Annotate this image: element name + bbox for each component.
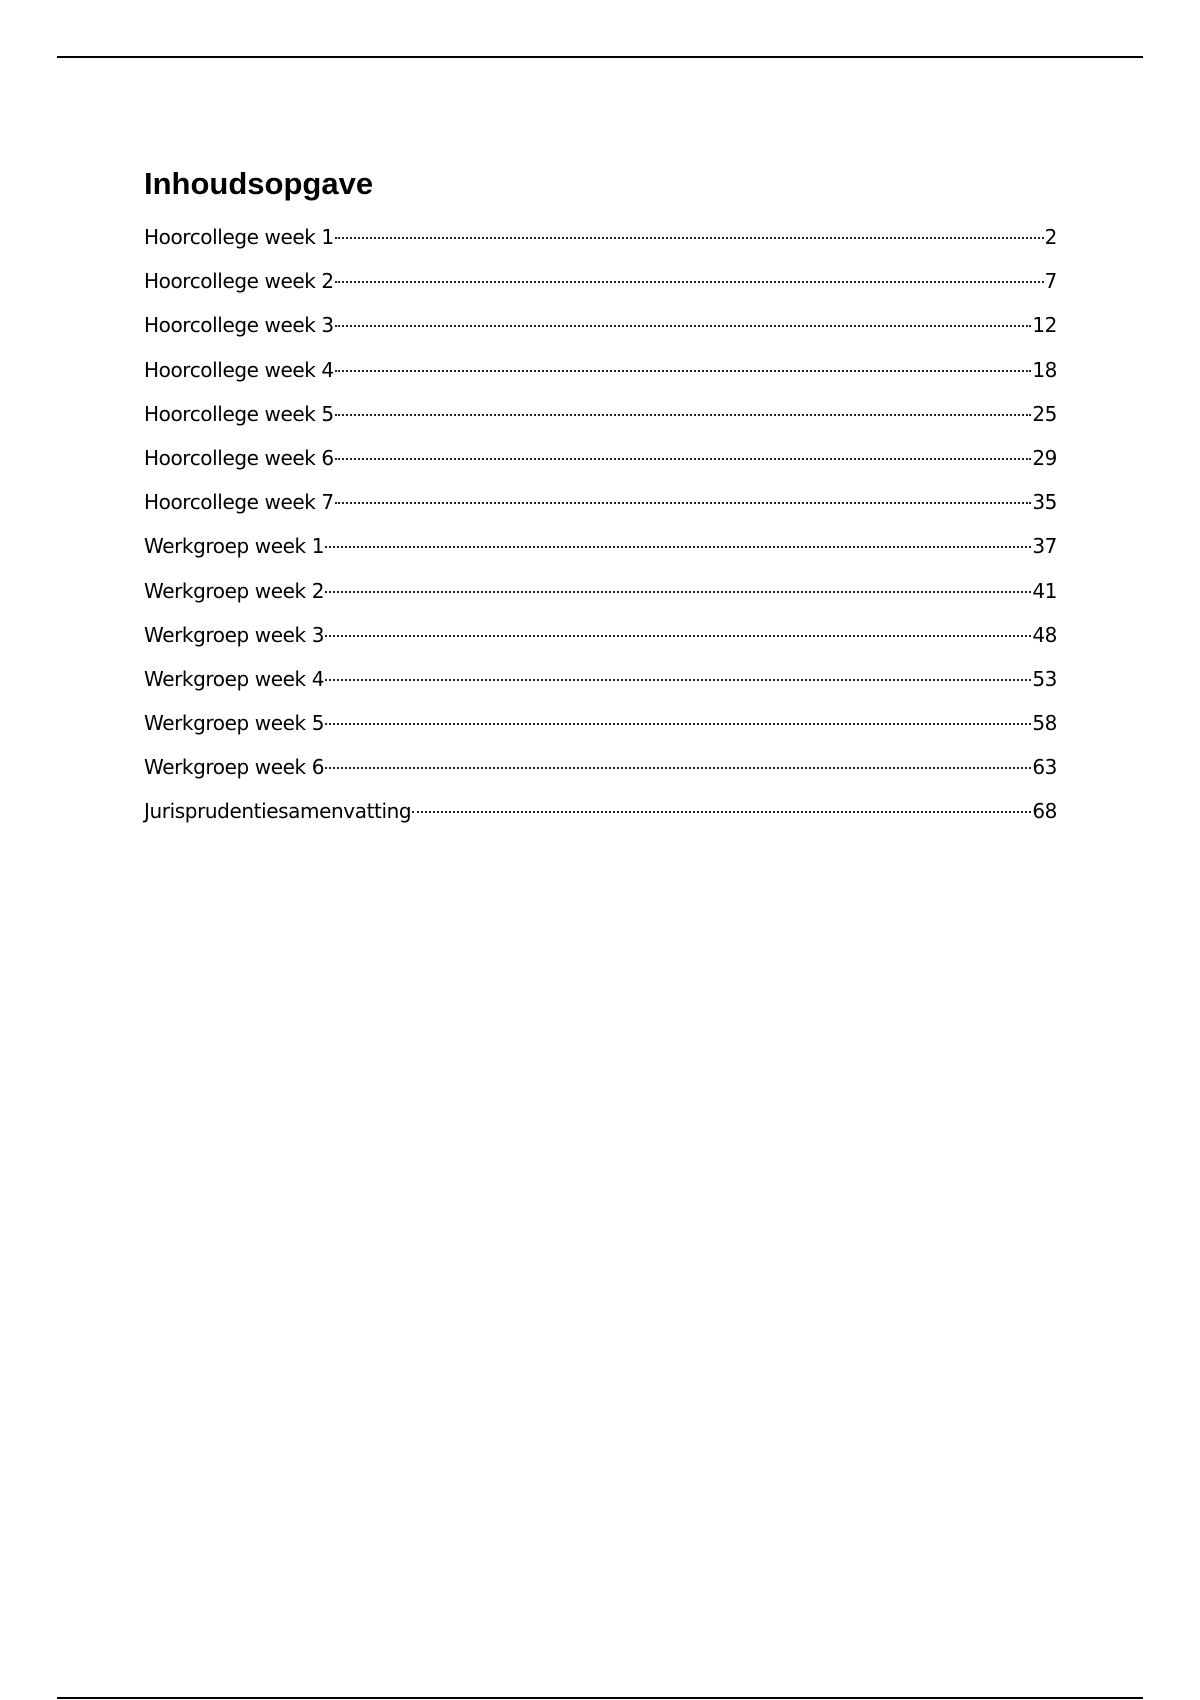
toc-heading: Inhoudsopgave <box>144 166 374 201</box>
toc-entry-page: 63 <box>1032 755 1057 780</box>
toc-entry[interactable] <box>144 441 1057 485</box>
toc-entry-page: 48 <box>1032 622 1057 647</box>
toc-dot-leader <box>325 591 1031 593</box>
toc-entry[interactable] <box>144 264 1057 308</box>
toc-entry[interactable] <box>144 574 1057 618</box>
toc-entry-title: Werkgroep week 2 <box>144 578 325 603</box>
toc-entry[interactable] <box>144 706 1057 750</box>
toc-entry[interactable] <box>144 397 1057 441</box>
toc-entry-page: 68 <box>1032 799 1057 824</box>
toc-entry-page: 7 <box>1044 269 1057 294</box>
footer-rule <box>57 1697 1143 1699</box>
toc-entry-title: Hoorcollege week 7 <box>144 490 334 515</box>
toc-entry-title: Werkgroep week 6 <box>144 755 325 780</box>
toc-list <box>144 220 1057 839</box>
toc-dot-leader <box>335 458 1032 460</box>
toc-dot-leader <box>325 546 1031 548</box>
toc-dot-leader <box>335 502 1032 504</box>
toc-entry-title: Hoorcollege week 5 <box>144 401 334 426</box>
toc-entry-title: Werkgroep week 1 <box>144 534 325 559</box>
toc-entry[interactable] <box>144 618 1057 662</box>
toc-entry-page: 29 <box>1032 445 1057 470</box>
toc-entry-page: 2 <box>1044 225 1057 249</box>
toc-dot-leader <box>412 811 1031 813</box>
toc-entry-page: 41 <box>1032 578 1057 603</box>
toc-entry[interactable] <box>144 662 1057 706</box>
toc-entry[interactable] <box>144 485 1057 529</box>
toc-entry-title: Hoorcollege week 2 <box>144 269 334 294</box>
toc-dot-leader <box>325 679 1031 681</box>
header-rule <box>57 56 1143 58</box>
toc-entry[interactable] <box>144 220 1057 264</box>
toc-entry-title: Hoorcollege week 4 <box>144 357 334 382</box>
toc-entry-title: Hoorcollege week 3 <box>144 313 334 338</box>
toc-entry-page: 18 <box>1032 357 1057 382</box>
toc-entry-title: Werkgroep week 4 <box>144 666 325 691</box>
toc-entry-title: Werkgroep week 5 <box>144 711 325 736</box>
toc-entry[interactable] <box>144 750 1057 794</box>
toc-entry-page: 25 <box>1032 401 1057 426</box>
toc-dot-leader <box>335 237 1044 239</box>
toc-entry-page: 37 <box>1032 534 1057 559</box>
toc-entry-title: Jurisprudentiesamenvatting <box>144 799 412 824</box>
toc-entry-title: Hoorcollege week 1 <box>144 225 334 249</box>
toc-entry-page: 53 <box>1032 666 1057 691</box>
toc-entry[interactable] <box>144 794 1057 838</box>
toc-entry[interactable] <box>144 529 1057 573</box>
toc-dot-leader <box>335 370 1032 372</box>
toc-dot-leader <box>335 281 1044 283</box>
toc-entry[interactable] <box>144 353 1057 397</box>
toc-dot-leader <box>335 325 1032 327</box>
toc-entry-page: 35 <box>1032 490 1057 515</box>
toc-dot-leader <box>335 414 1032 416</box>
toc-entry[interactable] <box>144 308 1057 352</box>
toc-entry-page: 12 <box>1032 313 1057 338</box>
toc-dot-leader <box>325 723 1031 725</box>
toc-entry-page: 58 <box>1032 711 1057 736</box>
toc-entry-title: Werkgroep week 3 <box>144 622 325 647</box>
toc-dot-leader <box>325 767 1031 769</box>
toc-dot-leader <box>325 635 1031 637</box>
toc-entry-title: Hoorcollege week 6 <box>144 445 334 470</box>
